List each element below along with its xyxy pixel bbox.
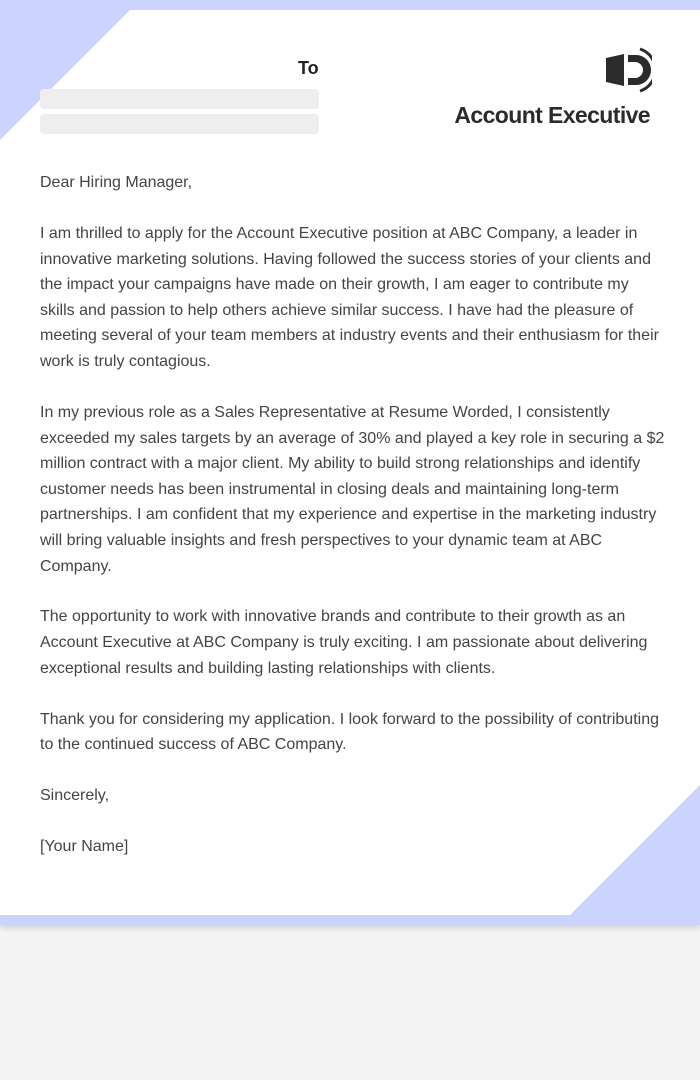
recipient-address-line-2: [40, 114, 319, 134]
signature: [Your Name]: [40, 838, 129, 856]
paragraph: Thank you for considering my application. I look forward to the possibility of contributing to the continued success of ABC Company.: [40, 710, 659, 754]
letter-body: [40, 170, 665, 885]
paragraph: In my previous role as a Sales Representative at Resume Worded, I consistently exceeded my sales targets by an average of 30% and played a key role in securing a $2 million contract with a major client. My ability to build strong relationships and identify customer needs has been instrumental in closing deals and maintaining long-term partnerships. I am confident that my experience and expertise in the marketing industry will bring valuable insights and fresh perspectives to your dynamic team at ABC Company.: [40, 403, 665, 575]
document-logo-icon: [604, 46, 652, 94]
recipient-label: To: [298, 58, 319, 78]
position-title: Account Executive: [454, 102, 650, 128]
paragraph: The opportunity to work with innovative brands and contribute to their growth as an Account Executive at ABC Company is truly exciting. I am passionate about delivering exceptional results and building lasting relationships with clients.: [40, 608, 648, 677]
paragraph: I am thrilled to apply for the Account Executive position at ABC Company, a leader in innovative marketing solutions. Having followed the success stories of your clients and the impact your campaigns have made on their growth, I am eager to contribute my skills and passion to help others achieve similar success. I have had the pleasure of meeting several of your team members at industry events and their enthusiasm for their work is truly contagious.: [40, 224, 659, 370]
recipient-address-line-1: [40, 89, 319, 109]
salutation: Dear Hiring Manager,: [40, 174, 193, 191]
closing: Sincerely,: [40, 787, 110, 805]
letter-page: [0, 10, 700, 915]
